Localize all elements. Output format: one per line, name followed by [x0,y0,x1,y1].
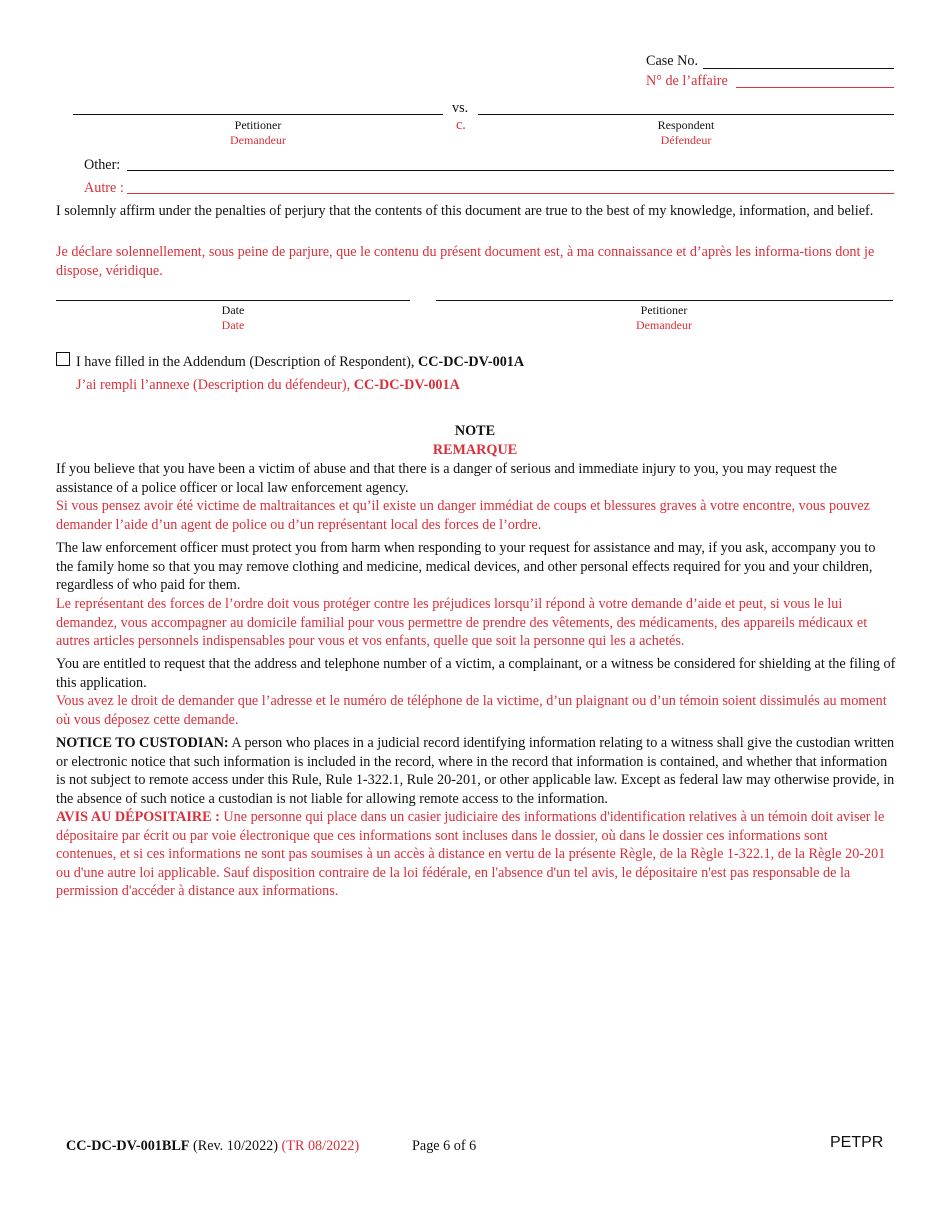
date-caption-fr: Date [221,318,245,332]
custodian-notice-label-fr: AVIS AU DÉPOSITAIRE : [56,809,220,825]
case-no-label-fr: N° de l’affaire [646,73,728,89]
affirmation-text-fr: Je déclare solennellement, sous peine de parjure, que le contenu du présent document est, à ma connaissance et d’après les informa-tions dont je dispose, véridique. [56,244,875,279]
petitioner-caption-fr: Demandeur [230,133,286,147]
signature-caption: Petitioner [640,303,688,317]
date-field[interactable] [56,300,410,301]
custodian-notice [56,734,898,808]
note-paragraph-3: You are entitled to request that the address and telephone number of a victim, a complainant, or a witness be considered for shielding at the filing of this application. [56,656,896,691]
note-heading: NOTE [454,423,496,439]
case-no-field-fr [736,87,894,88]
date-caption: Date [221,303,245,317]
other-label-fr: Autre : [84,180,124,196]
custodian-notice-label: NOTICE TO CUSTODIAN: [56,735,229,751]
addendum-form-code: CC-DC-DV-001A [418,354,525,370]
footer-translation-revision: (TR 08/2022) [281,1138,360,1154]
case-no-label: Case No. [646,53,699,69]
other-label: Other: [84,157,121,173]
vs-label: vs. [452,100,469,116]
footer-form-code: CC-DC-DV-001BLF [66,1138,190,1154]
petitioner-caption: Petitioner [234,118,282,132]
note-heading-fr: REMARQUE [432,442,518,458]
addendum-text-fr: J’ai rempli l’annexe (Description du défendeur), [76,377,354,393]
case-no-field[interactable] [703,68,894,69]
addendum-label-fr [76,376,460,395]
respondent-caption: Respondent [657,118,715,132]
note-paragraph-2: The law enforcement officer must protect you from harm when responding to your request for assistance and may, if you ask, accompany you to the family home so that you may remove clothing and medicine, medical devices, and other personal effects required for you and your children, regardless of who paid for them. [56,540,876,594]
footer-page-number: Page 6 of 6 [412,1138,477,1154]
footer-revision: (Rev. 10/2022) [189,1138,282,1154]
note-paragraph-1: If you believe that you have been a victim of abuse and that there is a danger of serious and immediate injury to you, you may request the assistance of a police officer or local law enforcement agency. [56,461,837,496]
petitioner-field[interactable] [73,114,443,115]
other-field[interactable] [127,170,894,171]
custodian-notice-text: A person who places in a judicial record identifying information relating to a witness shall give the custodian written or electronic notice that such information is included in the record, where in the record that information is contained, and whether that information is not subject to remote access under this Rule, Rule 1-322.1, Rule 20-201, or other applicable law. Except as federal law may otherwise provide, in the absence of such notice a custodian is not liable for allowing remote access to the information. [56,735,895,807]
respondent-field[interactable] [478,114,894,115]
note-paragraph-1-fr: Si vous pensez avoir été victime de maltraitances et qu’il existe un danger immédiat de coups et blessures graves à votre encontre, vous pouvez demander l’aide d’un agent de police ou d’un représentant local des forces de l’ordre. [56,498,870,533]
vs-label-fr: c. [456,117,466,133]
respondent-caption-fr: Défendeur [660,133,712,147]
addendum-form-code-fr: CC-DC-DV-001A [353,377,460,393]
custodian-notice-fr [56,808,888,901]
petitioner-signature-field[interactable] [436,300,893,301]
note-paragraph-3-fr: Vous avez le droit de demander que l’adresse et le numéro de téléphone de la victime, d’un plaignant ou d’un témoin soient dissimulés au moment où vous déposez cette demande. [56,693,887,728]
other-field-fr [127,193,894,194]
custodian-notice-text-fr: Une personne qui place dans un casier judiciaire des informations d'identification relatives à un témoin doit aviser le dépositaire par écrit ou par voie électronique que ces informations sont incluses dans le dossier, où dans le dossier ces informations sont contenues, et si ces informations ne sont pas soumises à un accès à distance en vertu de la présente Règle, de la Règle 1-322.1, de la Règle 20-201 ou d'une autre loi applicable. Sauf disposition contraire de la loi fédérale, en l'absence d'un tel avis, le dépositaire n'est pas responsable de la permission d'accéder à distance aux informations. [56,809,886,900]
affirmation-text: I solemnly affirm under the penalties of perjury that the contents of this document are true to the best of my knowledge, information, and belief. [56,203,874,219]
signature-caption-fr: Demandeur [636,318,692,332]
addendum-checkbox[interactable] [56,352,70,366]
footer-tag: PETPR [830,1134,884,1151]
footer-form-id [66,1137,359,1156]
addendum-label [76,353,524,372]
addendum-text: I have filled in the Addendum (Description of Respondent), [76,354,418,370]
note-paragraph-2-fr: Le représentant des forces de l’ordre doit vous protéger contre les préjudices lorsqu’il répond à votre demande d’aide et peut, si vous le lui demandez, vous accompagner au domicile familial pour vous permettre de prendre des vêtements, des médicaments, des appareils médicaux et autres articles personnels indispensables pour vous et vos enfants, quelle que soit la personne qui les a achetés. [56,596,868,650]
